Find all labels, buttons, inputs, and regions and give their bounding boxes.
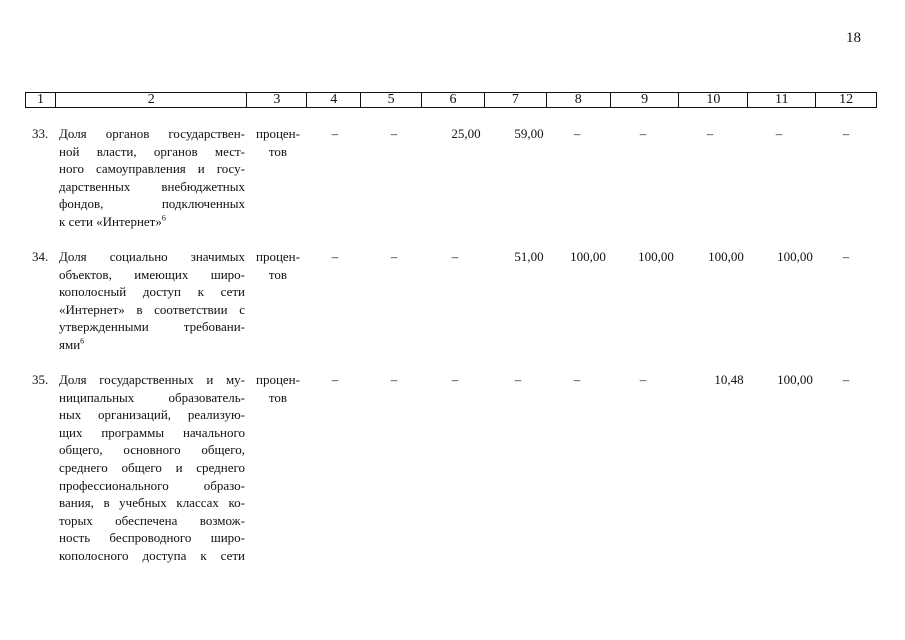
indicator-name: Доля социально значимых объектов, имеющих широ- кополосный доступ к сети «Интернет» в соответствии с утвержденными требовани- ями$^6$ <box>59 249 245 352</box>
row-number: 35. <box>32 372 49 387</box>
value-col-9: – <box>639 372 647 387</box>
header-cell-6: 6 <box>422 93 485 107</box>
value-col-8: – <box>573 372 581 387</box>
value-col-11: 100,00 <box>777 372 813 387</box>
value-col-7: 51,00 <box>514 249 544 264</box>
header-cell-3: 3 <box>247 93 307 107</box>
value-col-12: – <box>842 126 850 141</box>
value-col-8: – <box>573 126 581 141</box>
unit-cell: процен- тов <box>256 372 300 405</box>
value-col-10: 10,48 <box>714 372 744 387</box>
value-col-9: 100,00 <box>638 249 674 264</box>
value-col-9: – <box>639 126 647 141</box>
footnote-mark: 6 <box>80 336 85 346</box>
row-number: 33. <box>32 126 49 141</box>
page-number: 18 <box>846 30 861 46</box>
header-cell-7: 7 <box>485 93 547 107</box>
value-col-11: – <box>775 126 783 141</box>
table-header-row <box>25 92 877 108</box>
value-col-7: 59,00 <box>514 126 544 141</box>
value-col-6: – <box>451 249 459 264</box>
value-col-10: 100,00 <box>708 249 744 264</box>
header-cell-1: 1 <box>26 93 56 107</box>
unit-cell: процен- тов <box>256 249 300 282</box>
value-col-12: – <box>842 249 850 264</box>
indicator-name: Доля органов государствен- ной власти, органов мест- ного самоуправления и госу- дарственных внебюджетных фондов, подключенных к сети «Интернет»$^6$ <box>59 126 245 229</box>
value-col-6: – <box>451 372 459 387</box>
header-cell-9: 9 <box>611 93 680 107</box>
value-col-12: – <box>842 372 850 387</box>
footnote-mark: 6 <box>161 213 166 223</box>
header-cell-8: 8 <box>547 93 611 107</box>
unit-cell: процен- тов <box>256 126 300 159</box>
value-col-5: – <box>390 249 398 264</box>
header-cell-2: 2 <box>56 93 248 107</box>
header-cell-10: 10 <box>679 93 748 107</box>
value-col-7: – <box>514 372 522 387</box>
header-cell-12: 12 <box>839 92 854 107</box>
header-cell-11: 11 <box>748 93 816 107</box>
value-col-5: – <box>390 372 398 387</box>
value-col-4: – <box>331 372 339 387</box>
header-cell-4: 4 <box>307 93 361 107</box>
indicator-name: Доля государственных и му- ниципальных образователь- ных организаций, реализую- щих программы начального общего, основного общего, среднего общего и среднего профессионального образо- вания, в учебных классах ко- торых обеспечена возмож- ность беспроводного широ- кополосного доступа к сети <box>59 372 245 563</box>
value-col-4: – <box>331 249 339 264</box>
value-col-8: 100,00 <box>570 249 606 264</box>
row-number: 34. <box>32 249 49 264</box>
value-col-11: 100,00 <box>777 249 813 264</box>
value-col-5: – <box>390 126 398 141</box>
header-cell-5: 5 <box>361 93 422 107</box>
value-col-4: – <box>331 126 339 141</box>
value-col-10: – <box>706 126 714 141</box>
value-col-6: 25,00 <box>451 126 481 141</box>
